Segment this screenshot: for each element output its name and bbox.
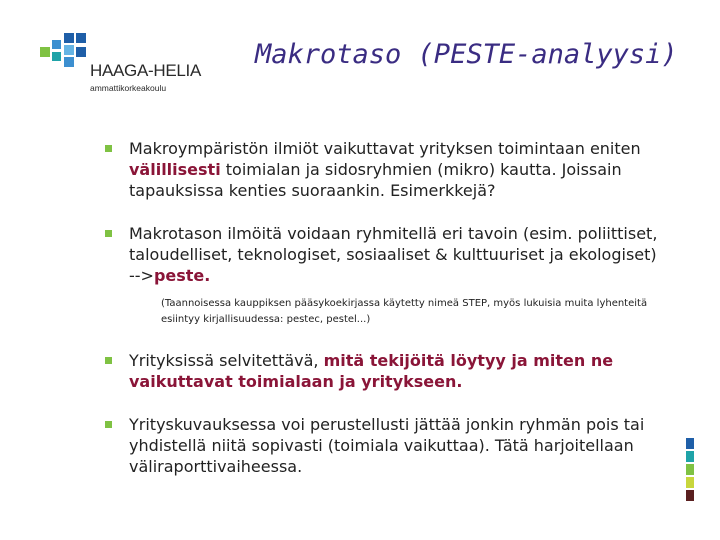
slide-content bbox=[105, 138, 665, 499]
strip-block bbox=[686, 490, 694, 501]
bullet-highlight: peste. bbox=[153, 266, 211, 285]
logo-name: HAAGA-HELIA bbox=[90, 61, 202, 80]
square-bullet-icon bbox=[105, 145, 112, 152]
bullet-highlight: välillisesti bbox=[129, 160, 221, 179]
logo-subtitle: ammattikorkeakoulu bbox=[90, 83, 167, 93]
bullet-text: Yrityskuvauksessa voi perustellusti jättää jonkin ryhmän pois tai yhdistellä niitä sopivasti (toimiala vaikuttaa). Tätä harjoitellaan väliraporttivaiheessa. bbox=[129, 415, 645, 476]
strip-block bbox=[686, 464, 694, 475]
footnote: (Taannoisessa kauppiksen pääsykoekirjassa käytetty nimeä STEP, myös lukuisia muita lyhenteitä esiintyy kirjallisuudessa: pestec, pestel...) bbox=[161, 298, 648, 325]
bullet-item bbox=[105, 223, 665, 286]
logo-mark-icon bbox=[38, 33, 90, 67]
strip-block bbox=[686, 451, 694, 462]
bullet-item bbox=[105, 414, 665, 477]
square-bullet-icon bbox=[105, 230, 112, 237]
haaga-helia-logo bbox=[38, 33, 208, 103]
strip-block bbox=[686, 477, 694, 488]
square-bullet-icon bbox=[105, 421, 112, 428]
bullet-item bbox=[105, 350, 665, 392]
decorative-color-strip bbox=[686, 438, 694, 503]
bullet-text: Yrityksissä selvitettävä, bbox=[129, 351, 324, 370]
bullet-highlight: mitä tekijöitä löytyy ja miten ne vaikuttavat toimialaan ja yritykseen. bbox=[129, 351, 614, 391]
bullet-text: Makroympäristön ilmiöt vaikuttavat yrityksen toimintaan eniten bbox=[129, 139, 641, 158]
bullet-text: Makrotason ilmöitä voidaan ryhmitellä eri tavoin (esim. poliittiset, taloudelliset, teknologiset, sosiaaliset & kulttuuriset ja ekologiset) --> bbox=[129, 224, 658, 285]
square-bullet-icon bbox=[105, 357, 112, 364]
slide-title: Makrotaso (PESTE-analyysi) bbox=[255, 39, 678, 70]
strip-block bbox=[686, 438, 694, 449]
bullet-item bbox=[105, 138, 665, 201]
bullet-text-end: toimialan ja sidosryhmien (mikro) kautta. Joissain tapauksissa kenties suoraankin. Esimerkkejä? bbox=[129, 160, 622, 200]
